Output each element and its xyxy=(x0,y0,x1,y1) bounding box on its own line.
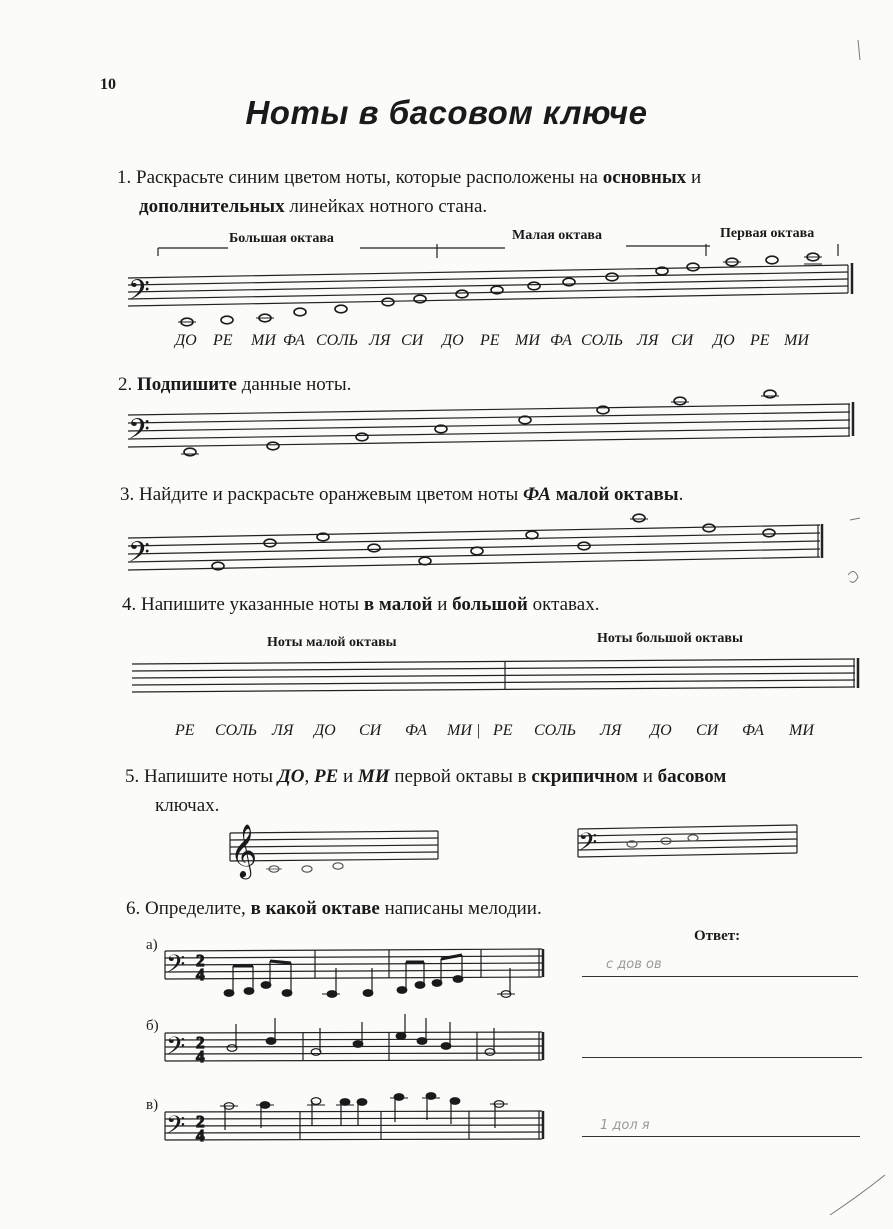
octave-label: Первая октава xyxy=(720,226,815,241)
svg-text:2: 2 xyxy=(196,1033,205,1052)
task-6-text: 6. Определите, в какой октаве написаны мелодии. xyxy=(126,898,542,919)
task-4-text: 4. Напишите указанные ноты в малой и большой октавах. xyxy=(122,594,600,615)
note-names-row: ДО РЕ МИ ФА СОЛЬ ЛЯ СИ ДО РЕ МИ ФА СОЛЬ ЛЯ СИ ДО РЕ МИ xyxy=(175,332,809,349)
great-octave-label: Ноты большой октавы xyxy=(597,631,743,646)
page-title: Ноты в басовом ключе xyxy=(245,94,648,131)
melody-b-label: б) xyxy=(146,1018,159,1034)
answer-line-c[interactable] xyxy=(582,1136,860,1137)
svg-text:𝄢: 𝄢 xyxy=(166,951,186,984)
page-number: 10 xyxy=(100,76,116,93)
octave-label: Малая октава xyxy=(512,228,602,243)
task-5-text: 5. Напишите ноты ДО, РЕ и МИ первой октавы в скрипичном и басовом ключах. xyxy=(125,766,727,816)
svg-text:4: 4 xyxy=(196,1047,205,1066)
treble-clef-icon: 𝄞 xyxy=(230,825,258,876)
pencil-answer-c: 1 дол я xyxy=(600,1118,650,1133)
task-1-text: 1. Раскрасьте синим цветом ноты, которые расположены на основных и дополнительных линейках нотного стана. xyxy=(117,167,702,217)
task3-notes xyxy=(212,514,775,570)
octave-label: Большая октава xyxy=(229,231,334,246)
svg-text:4: 4 xyxy=(196,965,205,984)
answer-label: Ответ: xyxy=(694,928,741,944)
answer-line-b[interactable] xyxy=(582,1057,862,1058)
svg-text:𝄢: 𝄢 xyxy=(128,276,150,313)
pencil-answer-a: с дов ов xyxy=(606,957,662,972)
small-octave-label: Ноты малой октавы xyxy=(267,635,397,650)
bass-clef-icon xyxy=(128,276,597,1145)
task-2-text: 2. Подпишите данные ноты. xyxy=(118,374,352,395)
svg-text:2: 2 xyxy=(196,1112,205,1131)
melody-a-label: а) xyxy=(146,937,158,953)
answer-line-a[interactable] xyxy=(582,976,858,977)
svg-text:𝄢: 𝄢 xyxy=(166,1033,186,1066)
svg-text:𝄢: 𝄢 xyxy=(128,415,150,452)
svg-text:4: 4 xyxy=(196,1126,205,1145)
svg-text:𝄢: 𝄢 xyxy=(128,538,150,575)
task-3-text: 3. Найдите и раскрасьте оранжевым цветом ноты ФА малой октавы. xyxy=(120,484,684,505)
svg-text:𝄢: 𝄢 xyxy=(166,1112,186,1145)
melody-c-label: в) xyxy=(146,1097,159,1113)
svg-text:𝄢: 𝄢 xyxy=(578,829,598,862)
svg-text:2: 2 xyxy=(196,951,205,970)
note-names-row: РЕ СОЛЬ ЛЯ ДО СИ ФА МИ | РЕ СОЛЬ ЛЯ ДО СИ ФА МИ xyxy=(175,722,814,739)
